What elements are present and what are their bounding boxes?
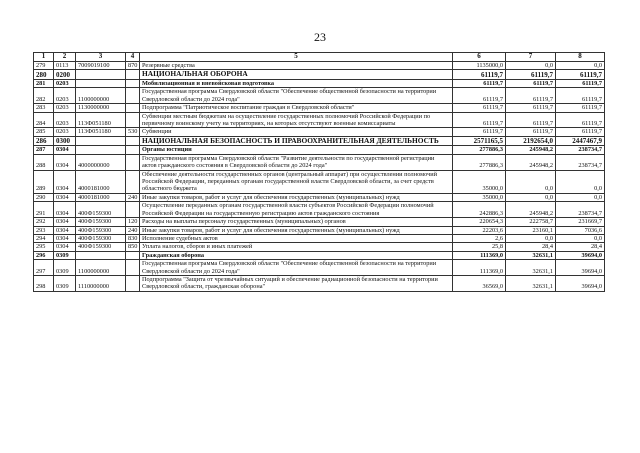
article-code: 1100000000 <box>76 88 126 104</box>
amount-year-1: 2571165,5 <box>453 136 506 146</box>
item-name: Субвенции <box>140 128 453 136</box>
table-row <box>34 251 605 259</box>
section-code: 0304 <box>54 170 76 193</box>
amount-year-2: 61119,7 <box>506 70 556 80</box>
budget-table <box>33 52 605 292</box>
expense-type-code <box>126 104 140 112</box>
amount-year-2: 61119,7 <box>506 112 556 128</box>
amount-year-2: 0,0 <box>506 62 556 70</box>
row-number: 290 <box>34 193 54 201</box>
expense-type-code: 530 <box>126 128 140 136</box>
article-code: 400Ф159300 <box>76 243 126 251</box>
expense-type-code: 830 <box>126 234 140 242</box>
amount-year-2: 61119,7 <box>506 128 556 136</box>
section-code: 0304 <box>54 234 76 242</box>
expense-type-code <box>126 112 140 128</box>
row-number: 286 <box>34 136 54 146</box>
table-row <box>34 128 605 136</box>
amount-year-2: 61119,7 <box>506 88 556 104</box>
item-name: Подпрограмма "Защита от чрезвычайных ситуаций и обеспечение радиационной безопасности на территории Свердловской области, гражданская оборона" <box>140 275 453 291</box>
article-code <box>76 70 126 80</box>
table-row <box>34 202 605 218</box>
amount-year-3: 39694,0 <box>556 260 605 276</box>
amount-year-3: 61119,7 <box>556 112 605 128</box>
table-row <box>34 154 605 170</box>
table-row <box>34 104 605 112</box>
expense-type-code <box>126 80 140 88</box>
row-number: 297 <box>34 260 54 276</box>
expense-type-code: 240 <box>126 226 140 234</box>
article-code: 1100000000 <box>76 260 126 276</box>
article-code: 1110000000 <box>76 275 126 291</box>
header-cell: 6 <box>453 53 506 62</box>
amount-year-1: 35000,0 <box>453 193 506 201</box>
amount-year-1: 61119,7 <box>453 128 506 136</box>
article-code: 400Ф159300 <box>76 218 126 226</box>
item-name: НАЦИОНАЛЬНАЯ ОБОРОНА <box>140 70 453 80</box>
item-name: Подпрограмма "Патриотическое воспитание граждан в Свердловской области" <box>140 104 453 112</box>
amount-year-3: 39694,0 <box>556 251 605 259</box>
header-cell: 5 <box>140 53 453 62</box>
row-number: 296 <box>34 251 54 259</box>
section-code: 0304 <box>54 193 76 201</box>
table-row <box>34 234 605 242</box>
expense-type-code: 240 <box>126 193 140 201</box>
article-code: 4000181000 <box>76 193 126 201</box>
table-row <box>34 62 605 70</box>
table-row <box>34 170 605 193</box>
header-cell: 8 <box>556 53 605 62</box>
table-row <box>34 275 605 291</box>
article-code <box>76 80 126 88</box>
amount-year-2: 245948,2 <box>506 146 556 154</box>
amount-year-3: 238734,7 <box>556 154 605 170</box>
section-code: 0300 <box>54 136 76 146</box>
section-code: 0203 <box>54 88 76 104</box>
amount-year-2: 32631,1 <box>506 251 556 259</box>
expense-type-code: 870 <box>126 62 140 70</box>
table-row <box>34 193 605 201</box>
article-code: 400Ф159300 <box>76 202 126 218</box>
expense-type-code <box>126 170 140 193</box>
amount-year-3: 238734,7 <box>556 202 605 218</box>
table-row <box>34 112 605 128</box>
amount-year-1: 242886,3 <box>453 202 506 218</box>
section-code: 0304 <box>54 218 76 226</box>
amount-year-1: 2,6 <box>453 234 506 242</box>
expense-type-code: 850 <box>126 243 140 251</box>
amount-year-2: 61119,7 <box>506 104 556 112</box>
section-code: 0304 <box>54 202 76 218</box>
item-name: Государственная программа Свердловской области "Обеспечение общественной безопасности на территории Свердловской области до 2024 года" <box>140 260 453 276</box>
amount-year-3: 7036,6 <box>556 226 605 234</box>
expense-type-code <box>126 88 140 104</box>
item-name: НАЦИОНАЛЬНАЯ БЕЗОПАСНОСТЬ И ПРАВООХРАНИТЕЛЬНАЯ ДЕЯТЕЛЬНОСТЬ <box>140 136 453 146</box>
article-code: 7009019100 <box>76 62 126 70</box>
section-code: 0304 <box>54 243 76 251</box>
amount-year-2: 23160,1 <box>506 226 556 234</box>
amount-year-3: 2447467,9 <box>556 136 605 146</box>
article-code: 113Ф051180 <box>76 112 126 128</box>
section-code: 0309 <box>54 260 76 276</box>
amount-year-2: 28,4 <box>506 243 556 251</box>
amount-year-2: 222758,7 <box>506 218 556 226</box>
amount-year-3: 0,0 <box>556 170 605 193</box>
amount-year-3: 61119,7 <box>556 128 605 136</box>
expense-type-code <box>126 275 140 291</box>
header-cell: 4 <box>126 53 140 62</box>
article-code: 1130000000 <box>76 104 126 112</box>
section-code: 0309 <box>54 275 76 291</box>
row-number: 295 <box>34 243 54 251</box>
section-code: 0203 <box>54 112 76 128</box>
row-number: 293 <box>34 226 54 234</box>
row-number: 285 <box>34 128 54 136</box>
item-name: Осуществление переданных органам государственной власти субъектов Российской Федерации полномочий Российской Федерации на государственную регистрацию актов гражданского состояния <box>140 202 453 218</box>
amount-year-3: 61119,7 <box>556 88 605 104</box>
amount-year-3: 61119,7 <box>556 104 605 112</box>
table-row <box>34 146 605 154</box>
amount-year-3: 61119,7 <box>556 70 605 80</box>
article-code: 4000000000 <box>76 154 126 170</box>
amount-year-1: 61119,7 <box>453 70 506 80</box>
amount-year-1: 36569,0 <box>453 275 506 291</box>
expense-type-code: 120 <box>126 218 140 226</box>
expense-type-code <box>126 136 140 146</box>
section-code: 0309 <box>54 251 76 259</box>
article-code: 400Ф159300 <box>76 234 126 242</box>
section-code: 0203 <box>54 80 76 88</box>
amount-year-3: 0,0 <box>556 62 605 70</box>
header-cell: 7 <box>506 53 556 62</box>
item-name: Иные закупки товаров, работ и услуг для обеспечения государственных (муниципальных) нужд <box>140 226 453 234</box>
row-number: 281 <box>34 80 54 88</box>
amount-year-1: 35000,0 <box>453 170 506 193</box>
table-body <box>34 62 605 292</box>
article-code: 400Ф159300 <box>76 226 126 234</box>
item-name: Мобилизационная и вневойсковая подготовка <box>140 80 453 88</box>
item-name: Расходы на выплаты персоналу государственных (муниципальных) органов <box>140 218 453 226</box>
row-number: 288 <box>34 154 54 170</box>
article-code: 4000181000 <box>76 170 126 193</box>
amount-year-3: 0,0 <box>556 234 605 242</box>
article-code <box>76 146 126 154</box>
item-name: Государственная программа Свердловской области "Обеспечение общественной безопасности на территории Свердловской области до 2024 года" <box>140 88 453 104</box>
amount-year-1: 22203,6 <box>453 226 506 234</box>
header-cell: 3 <box>76 53 126 62</box>
amount-year-3: 28,4 <box>556 243 605 251</box>
amount-year-2: 245948,2 <box>506 202 556 218</box>
row-number: 292 <box>34 218 54 226</box>
section-code: 0203 <box>54 128 76 136</box>
table-row <box>34 243 605 251</box>
row-number: 279 <box>34 62 54 70</box>
item-name: Государственная программа Свердловской области "Развитие деятельности по государственной регистрации актов гражданского состояния в Свердловской области до 2024 года" <box>140 154 453 170</box>
item-name: Субвенции местным бюджетам на осуществление государственных полномочий Российской Федерации по первичному воинскому учету на территориях, на которых отсутствуют военные комиссариаты <box>140 112 453 128</box>
item-name: Иные закупки товаров, работ и услуг для обеспечения государственных (муниципальных) нужд <box>140 193 453 201</box>
page-number: 23 <box>314 30 326 44</box>
section-code: 0304 <box>54 154 76 170</box>
amount-year-1: 1135000,0 <box>453 62 506 70</box>
expense-type-code <box>126 202 140 218</box>
amount-year-1: 61119,7 <box>453 88 506 104</box>
amount-year-3: 231669,7 <box>556 218 605 226</box>
row-number: 282 <box>34 88 54 104</box>
amount-year-1: 61119,7 <box>453 104 506 112</box>
table-row <box>34 80 605 88</box>
table-header-row <box>34 53 605 62</box>
amount-year-1: 111369,0 <box>453 260 506 276</box>
amount-year-1: 61119,7 <box>453 80 506 88</box>
expense-type-code <box>126 146 140 154</box>
row-number: 291 <box>34 202 54 218</box>
amount-year-1: 277886,3 <box>453 154 506 170</box>
section-code: 0304 <box>54 226 76 234</box>
row-number: 284 <box>34 112 54 128</box>
item-name: Уплата налогов, сборов и иных платежей <box>140 243 453 251</box>
row-number: 283 <box>34 104 54 112</box>
section-code: 0113 <box>54 62 76 70</box>
header-cell: 1 <box>34 53 54 62</box>
header-cell: 2 <box>54 53 76 62</box>
amount-year-3: 61119,7 <box>556 80 605 88</box>
amount-year-2: 245948,2 <box>506 154 556 170</box>
expense-type-code <box>126 70 140 80</box>
amount-year-1: 277886,3 <box>453 146 506 154</box>
article-code: 113Ф051180 <box>76 128 126 136</box>
section-code: 0200 <box>54 70 76 80</box>
item-name: Резервные средства <box>140 62 453 70</box>
item-name: Исполнение судебных актов <box>140 234 453 242</box>
table-row <box>34 136 605 146</box>
expense-type-code <box>126 260 140 276</box>
row-number: 294 <box>34 234 54 242</box>
article-code <box>76 136 126 146</box>
amount-year-2: 0,0 <box>506 193 556 201</box>
amount-year-2: 0,0 <box>506 234 556 242</box>
section-code: 0203 <box>54 104 76 112</box>
expense-type-code <box>126 154 140 170</box>
amount-year-1: 61119,7 <box>453 112 506 128</box>
amount-year-2: 0,0 <box>506 170 556 193</box>
amount-year-2: 61119,7 <box>506 80 556 88</box>
amount-year-2: 32631,1 <box>506 260 556 276</box>
table-row <box>34 88 605 104</box>
table-row <box>34 260 605 276</box>
table-row <box>34 226 605 234</box>
amount-year-2: 32631,1 <box>506 275 556 291</box>
section-code: 0304 <box>54 146 76 154</box>
amount-year-1: 220654,3 <box>453 218 506 226</box>
row-number: 298 <box>34 275 54 291</box>
amount-year-1: 25,8 <box>453 243 506 251</box>
amount-year-3: 39694,0 <box>556 275 605 291</box>
article-code <box>76 251 126 259</box>
item-name: Гражданская оборона <box>140 251 453 259</box>
amount-year-3: 238734,7 <box>556 146 605 154</box>
expense-type-code <box>126 251 140 259</box>
item-name: Органы юстиции <box>140 146 453 154</box>
row-number: 289 <box>34 170 54 193</box>
row-number: 280 <box>34 70 54 80</box>
table-row <box>34 218 605 226</box>
amount-year-3: 0,0 <box>556 193 605 201</box>
item-name: Обеспечение деятельности государственных органов (центральный аппарат) при осуществлении полномочий Российской Федерации, переданных органам государственной власти Свердловской области, за счет средств областного бюджета <box>140 170 453 193</box>
amount-year-2: 2192654,0 <box>506 136 556 146</box>
row-number: 287 <box>34 146 54 154</box>
amount-year-1: 111369,0 <box>453 251 506 259</box>
table-row <box>34 70 605 80</box>
